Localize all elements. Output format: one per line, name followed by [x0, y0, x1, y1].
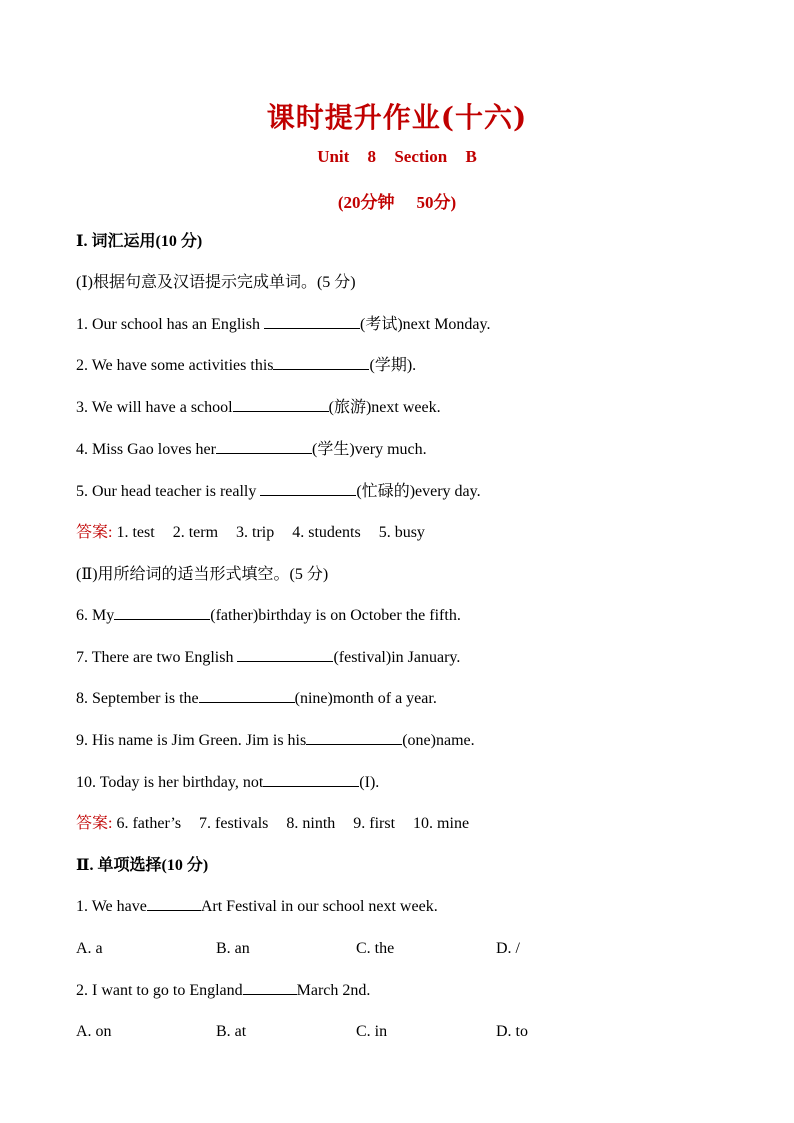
- answer-item: 7. festivals: [199, 815, 269, 832]
- answer-blank[interactable]: [306, 730, 402, 745]
- question-row: 3. We will have a school (旅游)next week.: [76, 399, 441, 416]
- unit-section-subtitle: [0, 147, 794, 167]
- question-row: 4. Miss Gao loves her (学生)very much.: [76, 441, 427, 458]
- answer-blank[interactable]: [243, 980, 297, 995]
- option-c[interactable]: C. in: [356, 1023, 388, 1040]
- question-row: 10. Today is her birthday, not (I).: [76, 774, 380, 791]
- answer-blank[interactable]: [263, 772, 359, 787]
- answer-blank[interactable]: [199, 688, 295, 703]
- page-title: 课时提升作业(十六): [266, 101, 528, 134]
- answer-key-row: 答案: 6. father’s 7. festivals 8. ninth 9. first 10. mine: [76, 815, 470, 832]
- option-d[interactable]: D. /: [496, 940, 520, 957]
- question-row: 7. There are two English (festival)in January.: [76, 649, 461, 666]
- unit-label: Unit 8: [317, 147, 377, 166]
- options-row: [76, 938, 636, 960]
- option-a[interactable]: A. on: [76, 1023, 112, 1040]
- option-a[interactable]: A. a: [76, 940, 103, 957]
- options-row: [76, 1021, 636, 1043]
- part1-sub2-heading: (Ⅱ)用所给词的适当形式填空。(5 分): [76, 566, 329, 583]
- answer-key-row: 答案: 1. test 2. term 3. trip 4. students 5. busy: [76, 524, 425, 541]
- answer-blank[interactable]: [233, 397, 329, 412]
- answer-item: 3. trip: [236, 524, 275, 541]
- answer-item: 1. test: [116, 524, 155, 541]
- answer-item: 4. students: [292, 524, 361, 541]
- option-b[interactable]: B. an: [216, 940, 250, 957]
- time-limit: (20分钟: [337, 193, 395, 212]
- question-row: 2. We have some activities this (学期).: [76, 357, 417, 374]
- question-row: 2. I want to go to England March 2nd.: [76, 982, 371, 999]
- option-d[interactable]: D. to: [496, 1023, 528, 1040]
- answer-item: 5. busy: [378, 524, 425, 541]
- answer-blank[interactable]: [260, 481, 356, 496]
- answer-item: 6. father’s: [116, 815, 182, 832]
- answer-blank[interactable]: [114, 605, 210, 620]
- answer-blank[interactable]: [264, 314, 360, 329]
- option-b[interactable]: B. at: [216, 1023, 247, 1040]
- option-c[interactable]: C. the: [356, 940, 395, 957]
- question-row: 8. September is the (nine)month of a year.: [76, 690, 437, 707]
- question-row: 1. Our school has an English (考试)next Monday.: [76, 316, 491, 333]
- question-row: 9. His name is Jim Green. Jim is his (one)name.: [76, 732, 475, 749]
- answer-blank[interactable]: [237, 647, 333, 662]
- answer-blank[interactable]: [273, 355, 369, 370]
- section-label: Section B: [394, 147, 477, 166]
- answer-label: 答案: [76, 524, 109, 541]
- answer-blank[interactable]: [147, 896, 201, 911]
- answer-blank[interactable]: [216, 439, 312, 454]
- part1-heading: Ⅰ. 词汇运用(10 分): [76, 233, 203, 250]
- question-row: 6. My (father)birthday is on October the fifth.: [76, 607, 461, 624]
- time-score-line: [0, 188, 794, 213]
- answer-label: 答案: [76, 815, 109, 832]
- part1-sub1-heading: (Ⅰ)根据句意及汉语提示完成单词。(5 分): [76, 274, 356, 291]
- question-row: 1. We have Art Festival in our school next week.: [76, 898, 438, 915]
- total-score: 50分): [416, 193, 457, 212]
- answer-item: 2. term: [172, 524, 219, 541]
- answer-item: 8. ninth: [286, 815, 336, 832]
- answer-item: 10. mine: [413, 815, 470, 832]
- part2-heading: Ⅱ. 单项选择(10 分): [76, 857, 209, 874]
- answer-item: 9. first: [353, 815, 396, 832]
- question-row: 5. Our head teacher is really (忙碌的)every day.: [76, 483, 481, 500]
